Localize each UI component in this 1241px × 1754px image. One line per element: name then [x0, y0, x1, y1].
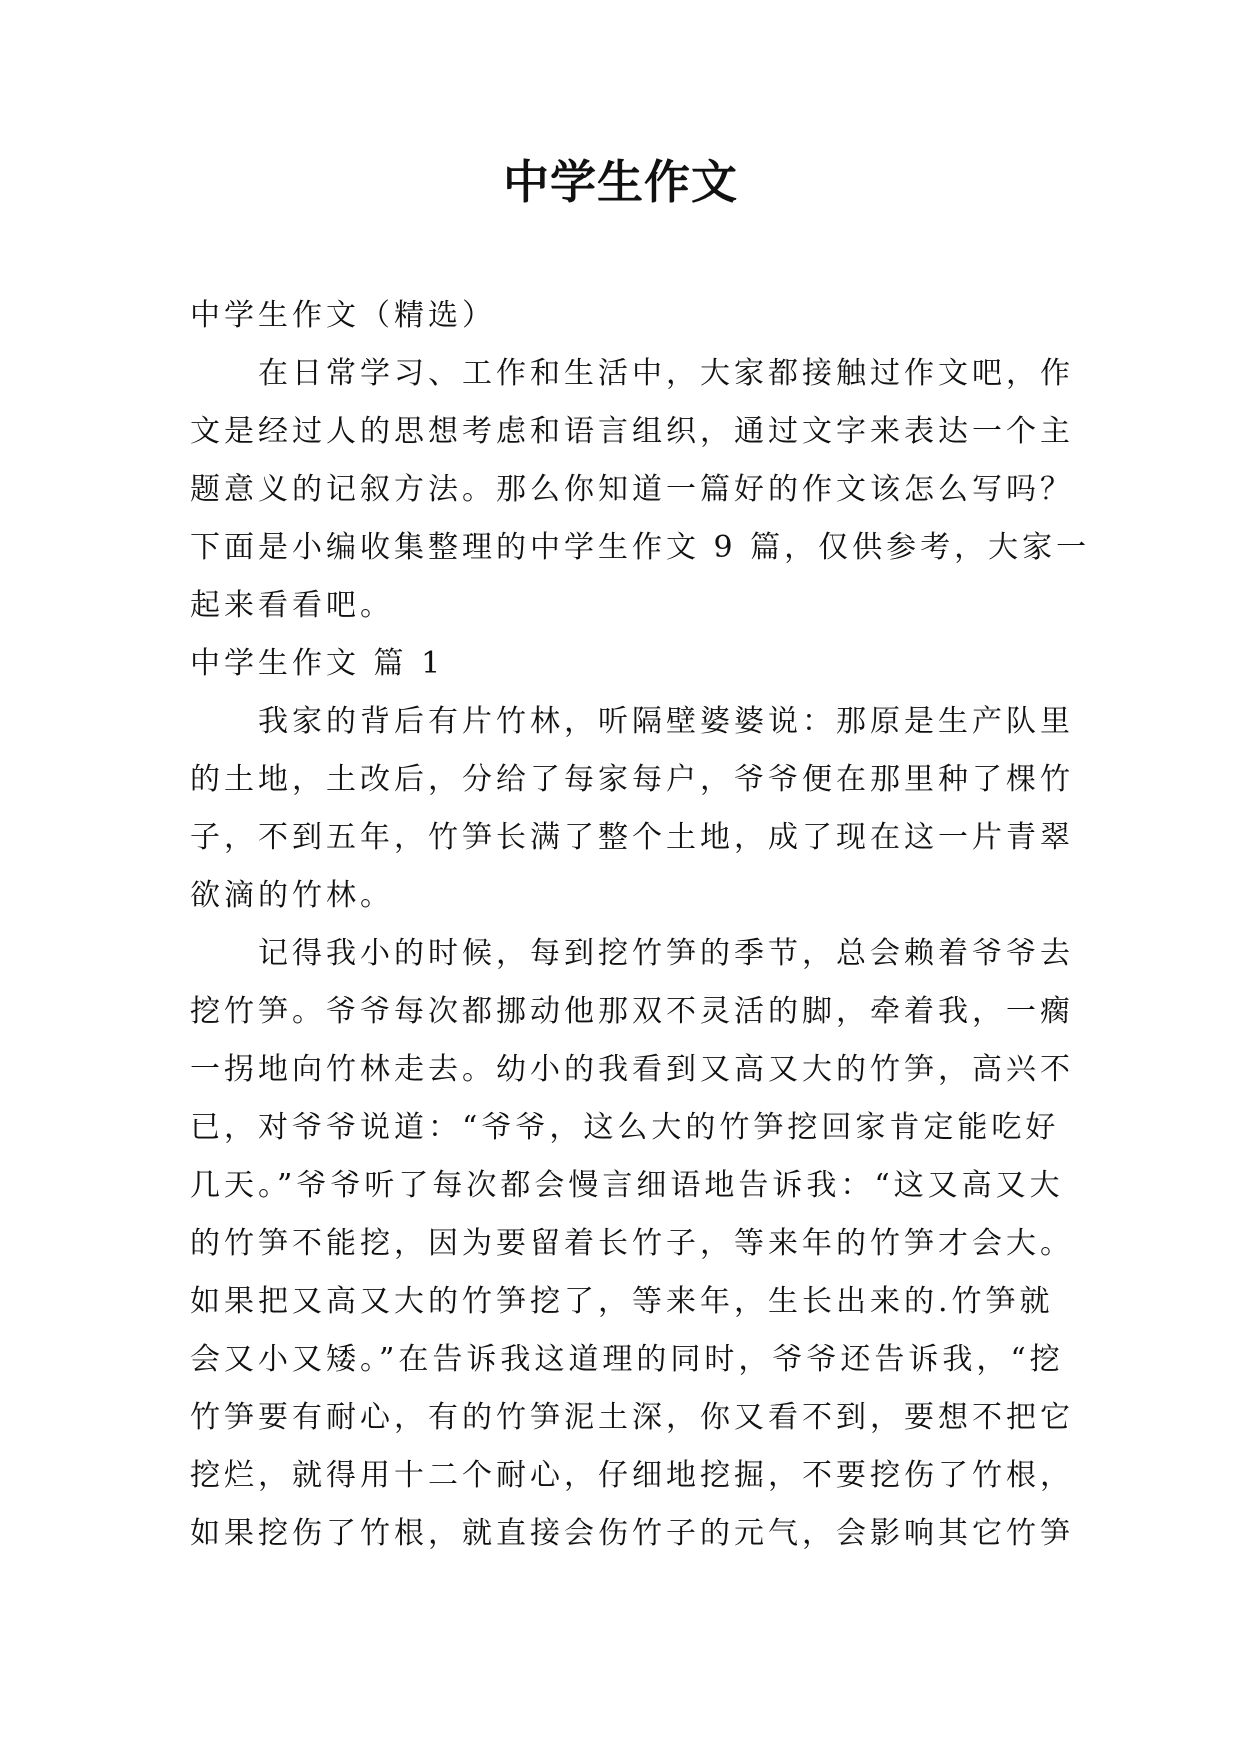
text-line: 下面是小编收集整理的中学生作文 9 篇，仅供参考，大家一	[190, 530, 1091, 565]
text-line: 中学生作文 篇 1	[190, 646, 445, 681]
text-line: 中学生作文（精选）	[190, 298, 496, 333]
text-line: 已，对爷爷说道：“爷爷，这么大的竹笋挖回家肯定能吃好	[190, 1110, 1060, 1145]
text-line: 的竹笋不能挖，因为要留着长竹子，等来年的竹笋才会大。	[190, 1226, 1074, 1261]
text-line: 几天。”爷爷听了每次都会慢言细语地告诉我：“这又高又大	[190, 1168, 1064, 1203]
text-line: 记得我小的时候，每到挖竹笋的季节，总会赖着爷爷去	[258, 936, 1074, 971]
text-line: 子，不到五年，竹笋长满了整个土地，成了现在这一片青翠	[190, 820, 1074, 855]
text-line: 我家的背后有片竹林，听隔壁婆婆说：那原是生产队里	[258, 704, 1074, 739]
document-title: 中学生作文	[503, 155, 738, 209]
text-line: 欲滴的竹林。	[190, 878, 394, 913]
document-body	[190, 287, 1091, 1563]
text-line: 挖烂，就得用十二个耐心，仔细地挖掘，不要挖伤了竹根，	[190, 1458, 1074, 1493]
text-line: 题意义的记叙方法。那么你知道一篇好的作文该怎么写吗？	[190, 472, 1074, 507]
text-line: 挖竹笋。爷爷每次都挪动他那双不灵活的脚，牵着我，一瘸	[190, 994, 1074, 1029]
text-line: 如果把又高又大的竹笋挖了，等来年，生长出来的.竹笋就	[190, 1284, 1054, 1319]
text-line: 一拐地向竹林走去。幼小的我看到又高又大的竹笋，高兴不	[190, 1052, 1074, 1087]
text-line: 竹笋要有耐心，有的竹笋泥土深，你又看不到，要想不把它	[190, 1400, 1074, 1435]
text-line: 起来看看吧。	[190, 588, 394, 623]
text-line: 在日常学习、工作和生活中，大家都接触过作文吧，作	[258, 356, 1074, 391]
text-line: 会又小又矮。”在告诉我这道理的同时，爷爷还告诉我，“挖	[190, 1342, 1064, 1377]
text-line: 的土地，土改后，分给了每家每户，爷爷便在那里种了棵竹	[190, 762, 1074, 797]
text-line: 如果挖伤了竹根，就直接会伤竹子的元气，会影响其它竹笋	[190, 1516, 1074, 1551]
text-line: 文是经过人的思想考虑和语言组织，通过文字来表达一个主	[190, 414, 1074, 449]
